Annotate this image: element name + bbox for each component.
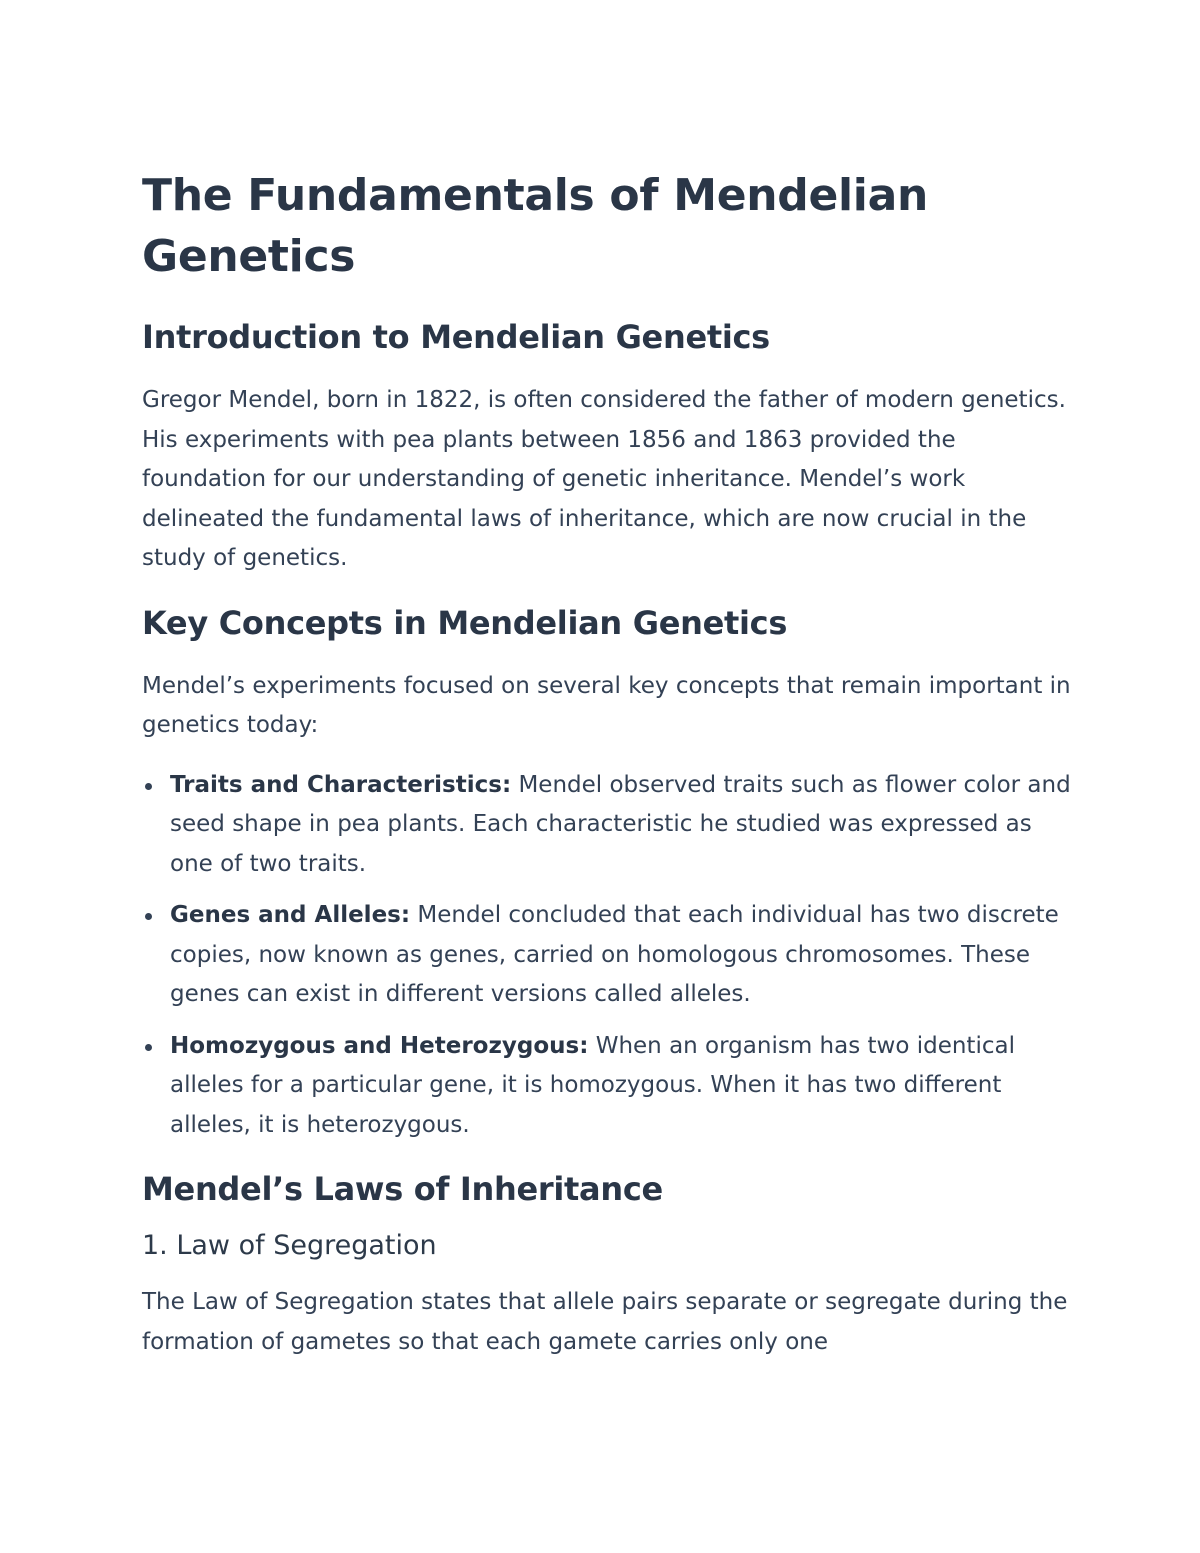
list-item-text: Mendel observed traits such as flower color and seed shape in pea plants. Each characteristic he studied was expressed as one of two traits. <box>170 771 1071 877</box>
list-item <box>142 896 1072 1015</box>
key-concepts-list <box>142 766 1072 1146</box>
list-item <box>142 1027 1072 1146</box>
list-item-text: Mendel concluded that each individual has two discrete copies, now known as genes, carried on homologous chromosomes. These genes can exist in different versions called alleles. <box>170 902 1059 1007</box>
list-item-term: Genes and Alleles: <box>170 902 411 928</box>
document-page <box>142 165 1072 1362</box>
list-item-term: Traits and Characteristics: <box>170 771 512 798</box>
intro-heading: Introduction to Mendelian Genetics <box>142 318 770 356</box>
segregation-paragraph: The Law of Segregation states that allele pairs separate or segregate during the formation of gametes so that each gamete carries only one <box>142 1289 1068 1355</box>
list-item <box>142 766 1072 885</box>
document-title: The Fundamentals of Mendelian Genetics <box>142 170 928 282</box>
list-item-term: Homozygous and Heterozygous: <box>170 1032 589 1059</box>
key-concepts-lead: Mendel’s experiments focused on several key concepts that remain important in genetics today: <box>142 672 1071 738</box>
intro-paragraph: Gregor Mendel, born in 1822, is often considered the father of modern genetics. His experiments with pea plants between 1856 and 1863 provided the foundation for our understanding of genetic inheritance. Mendel’s work delineated the fundamental laws of inheritance, which are now crucial in the study of genetics. <box>142 387 1066 571</box>
segregation-heading: 1. Law of Segregation <box>142 1230 437 1261</box>
list-item-text: When an organism has two identical alleles for a particular gene, it is homozygous. When it has two different alleles, it is heterozygous. <box>170 1032 1015 1138</box>
key-concepts-heading: Key Concepts in Mendelian Genetics <box>142 603 788 642</box>
laws-heading: Mendel’s Laws of Inheritance <box>142 1170 663 1208</box>
